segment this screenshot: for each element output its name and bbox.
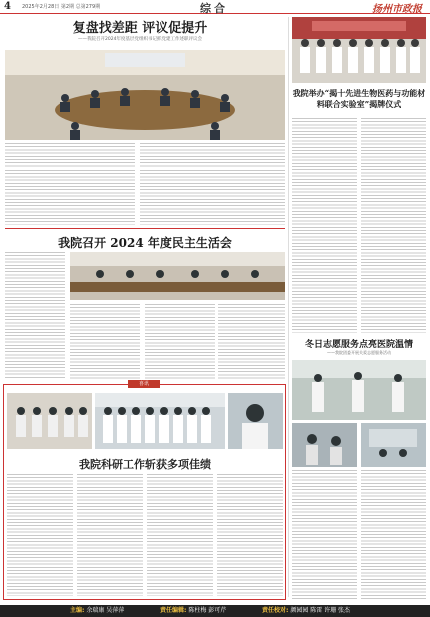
article2-text-col1 [292,118,357,333]
footer-resp-editor [160,605,226,617]
article3-top-rule [5,228,285,229]
article1-text-col2 [140,170,285,225]
article1-text-mid [140,143,285,167]
article5-photo-2 [95,393,225,449]
article4-text-col1 [292,470,357,600]
article5-photo-1 [7,393,92,449]
article2-title: 我院举办“揭十先进生物医药与功能材料联合实验室”揭牌仪式 [292,88,426,109]
article1-subtitle: ——我院召开2024年度基层党组织书记抓党建工作述职评议会 [78,37,202,42]
article4-volunteer-photo [292,360,426,420]
article3-title: 我院召开 2024 年度民主生活会 [58,236,232,250]
meeting-photo-image [5,50,285,140]
article3-text-col4 [218,304,285,380]
footer-resp-editor-names: 陈柱梅 彭可芹 [188,607,227,614]
page-number: 4 [4,1,11,12]
article2-ceremony-photo [292,17,426,83]
volunteer-photo-2-image [292,423,357,467]
article5-text-col2 [77,474,143,596]
footer-editor [70,605,124,617]
article3-meeting-photo [70,252,285,300]
footer-proof-label: 责任校对: [262,607,289,614]
section-title: 综合 [200,2,228,15]
footer-editor-names: 余瑞康 吴萍萍 [86,607,125,614]
article2-text-col2 [361,118,426,333]
page-footer [0,605,430,617]
article4-photo-3 [361,423,426,467]
article1-text-left [5,143,135,167]
article3-text-col1 [5,252,65,380]
article1-meeting-photo [5,50,285,140]
award-group-photo-image [7,393,92,449]
article1-text-col1 [5,170,135,225]
article4-subtitle: ——我院团委开展关爱志愿服务活动 [327,350,391,355]
article5-text-col4 [217,474,283,596]
article3-text-col2 [70,304,140,380]
article5-badge: 喜讯 [128,380,160,388]
researcher-portrait-image [228,393,283,449]
page-header [0,0,430,14]
article3-text-col3 [145,304,215,380]
volunteer-photo-image [292,360,426,420]
ceremony-photo-image [292,17,426,83]
article1-title: 复盘找差距 评议促提升 [72,21,208,36]
issue-date-line: 2025年2月28日 第2期 总第279期 [22,4,101,10]
masthead-logo: 扬州市政报 [372,4,422,15]
footer-editor-label: 主编: [70,607,85,614]
article5-title: 我院科研工作斩获多项佳绩 [79,458,211,471]
article5-text-col3 [147,474,213,596]
article5-text-col1 [7,474,73,596]
democratic-life-photo-image [70,252,285,300]
footer-proof-names: 颜园园 陈雷 许珊 张杰 [290,607,351,614]
volunteer-photo-3-image [361,423,426,467]
footer-resp-editor-label: 责任编辑: [160,607,187,614]
research-team-photo-image [95,393,225,449]
footer-proof [262,605,350,617]
article4-text-col2 [361,470,426,600]
article4-photo-2 [292,423,357,467]
column-divider [288,17,289,597]
article5-photo-3 [228,393,283,449]
article4-title: 冬日志愿服务点亮医院温情 [304,340,413,350]
